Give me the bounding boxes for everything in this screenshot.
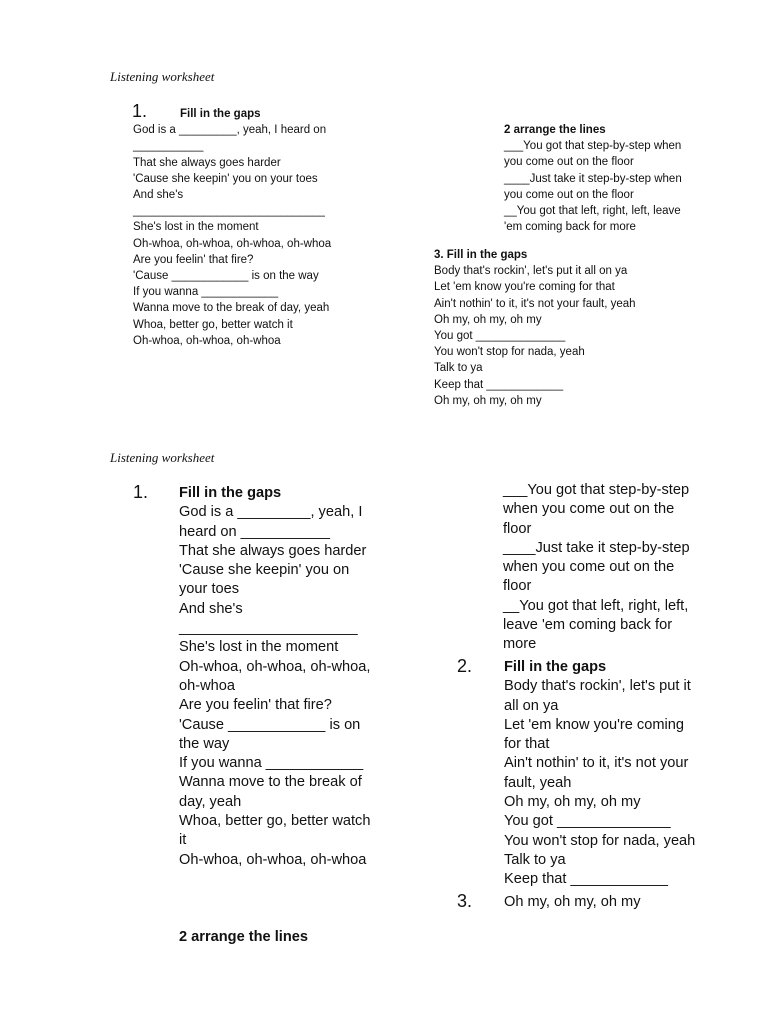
lyric-line: oh-whoa <box>179 677 235 694</box>
lyric-line: You won't stop for nada, yeah <box>504 832 696 849</box>
bottom-left-fill-gaps <box>179 484 370 870</box>
lyric-line: That she always goes harder <box>179 542 367 559</box>
bottom-arrange-lines <box>503 481 690 655</box>
bottom-worksheet-title: Listening worksheet <box>110 450 215 465</box>
lyric-line: leave 'em coming back for <box>503 617 673 634</box>
lyric-line: Ain't nothin' to it, it's not your <box>504 755 689 772</box>
lyric-line: Oh my, oh my, oh my <box>434 313 542 326</box>
lyric-line: when you come out on the <box>503 559 675 576</box>
lyric-line: Oh-whoa, oh-whoa, oh-whoa <box>179 851 367 868</box>
lyric-line: Wanna move to the break of <box>179 774 362 791</box>
lyric-line: That she always goes harder <box>133 156 281 169</box>
lyric-line: Oh-whoa, oh-whoa, oh-whoa, <box>179 658 371 675</box>
top-left-fill-gaps <box>133 106 331 349</box>
lyric-line: If you wanna ____________ <box>133 286 279 299</box>
lyric-line: Body that's rockin', let's put it <box>504 678 691 695</box>
lyric-line: ______________________________ <box>133 205 325 218</box>
lyric-line: Let 'em know you're coming <box>504 716 684 733</box>
lyric-line: Are you feelin' that fire? <box>179 697 332 714</box>
lyric-line: floor <box>503 520 532 537</box>
lyric-line: 'em coming back for more <box>504 221 636 234</box>
lyric-line: fault, yeah <box>504 774 572 791</box>
lyric-line: God is a _________, yeah, I <box>179 504 363 521</box>
lyric-line: If you wanna ____________ <box>179 755 364 772</box>
lyric-line: __You got that left, right, left, <box>503 597 689 614</box>
lyric-line: And she's <box>179 600 243 617</box>
lyric-line: Are you feelin' that fire? <box>133 253 254 266</box>
bottom-right-arrange <box>503 481 690 655</box>
lyric-line: 'Cause she keepin' you on <box>179 562 350 579</box>
top-arrange-lines <box>504 138 682 235</box>
lyric-line: your toes <box>179 581 240 598</box>
lyric-line: Talk to ya <box>434 362 483 375</box>
lyric-line: for that <box>504 736 550 753</box>
lyric-line: Keep that ____________ <box>504 871 668 888</box>
lyric-line: You won't stop for nada, yeah <box>434 346 585 359</box>
lyric-line: __You got that left, right, left, leave <box>504 205 681 218</box>
top-right-arrange <box>504 122 682 235</box>
top-worksheet-title: Listening worksheet <box>110 69 215 84</box>
bottom-question-2-number: 2. <box>457 656 473 676</box>
bottom-left-lines <box>179 503 370 870</box>
lyric-line: 'Cause she keepin' you on your toes <box>133 172 318 185</box>
top-left-heading: Fill in the gaps <box>180 108 261 120</box>
lyric-line: Keep that ____________ <box>434 378 564 391</box>
bottom-arrange-heading: 2 arrange the lines <box>179 929 308 945</box>
lyric-line: Whoa, better go, better watch it <box>133 318 293 331</box>
lyric-line: 'Cause ____________ is on the way <box>133 270 319 283</box>
lyric-line: ___You got that step-by-step when <box>504 140 682 153</box>
bottom-left-heading: Fill in the gaps <box>179 485 282 501</box>
lyric-line: God is a _________, yeah, I heard on <box>133 124 327 137</box>
lyric-line: more <box>503 636 537 653</box>
lyric-line: Oh my, oh my, oh my <box>504 794 641 811</box>
lyric-line: ___You got that step-by-step <box>503 482 690 498</box>
lyric-line: She's lost in the moment <box>133 221 259 234</box>
lyric-line: when you come out on the <box>503 501 675 518</box>
lyric-line: You got ______________ <box>434 330 566 343</box>
lyric-line: Body that's rockin', let's put it all on ya <box>434 265 628 278</box>
lyric-line: day, yeah <box>179 793 242 810</box>
lyric-line: the way <box>179 735 230 752</box>
lyric-line: all on ya <box>504 697 559 714</box>
lyric-line: Ain't nothin' to it, it's not your fault, yeah <box>434 297 636 310</box>
lyric-line: ______________________ <box>179 620 358 637</box>
bottom-left-footer <box>179 928 308 947</box>
lyric-line: heard on ___________ <box>179 523 330 540</box>
bottom-question-3 <box>504 893 641 912</box>
top-question-1-number: 1. <box>132 101 148 121</box>
top-arrange-heading: 2 arrange the lines <box>504 124 606 136</box>
lyric-line: Oh-whoa, oh-whoa, oh-whoa <box>133 334 281 347</box>
lyric-line: Oh-whoa, oh-whoa, oh-whoa, oh-whoa <box>133 237 332 250</box>
bottom-question-3-line: Oh my, oh my, oh my <box>504 894 641 910</box>
top-gaps-heading: 3. Fill in the gaps <box>434 249 528 261</box>
lyric-line: 'Cause ____________ is on <box>179 716 361 733</box>
lyric-line: She's lost in the moment <box>179 639 339 656</box>
top-gaps-lines <box>434 263 636 409</box>
lyric-line: you come out on the floor <box>504 188 634 201</box>
lyric-line: Talk to ya <box>504 851 566 868</box>
lyric-line: Whoa, better go, better watch <box>179 813 371 830</box>
lyric-line: And she's <box>133 189 184 202</box>
bottom-right-fill-gaps <box>504 658 695 890</box>
lyric-line: ____Just take it step-by-step when <box>504 172 682 185</box>
bottom-gaps-lines <box>504 677 695 889</box>
bottom-question-3-number: 3. <box>457 891 473 911</box>
lyric-line: Wanna move to the break of day, yeah <box>133 302 330 315</box>
lyric-line: Oh my, oh my, oh my <box>434 394 542 407</box>
lyric-line: Let 'em know you're coming for that <box>434 281 615 294</box>
lyric-line: floor <box>503 578 532 595</box>
top-right-fill-gaps <box>434 247 636 409</box>
lyric-line: you come out on the floor <box>504 156 634 169</box>
top-left-lines <box>133 122 331 349</box>
lyric-line: ____Just take it step-by-step <box>503 539 690 556</box>
bottom-question-1-number: 1. <box>133 482 149 502</box>
lyric-line: ___________ <box>133 140 204 153</box>
lyric-line: it <box>179 832 187 849</box>
bottom-gaps-heading: Fill in the gaps <box>504 659 607 675</box>
lyric-line: You got ______________ <box>504 813 671 830</box>
